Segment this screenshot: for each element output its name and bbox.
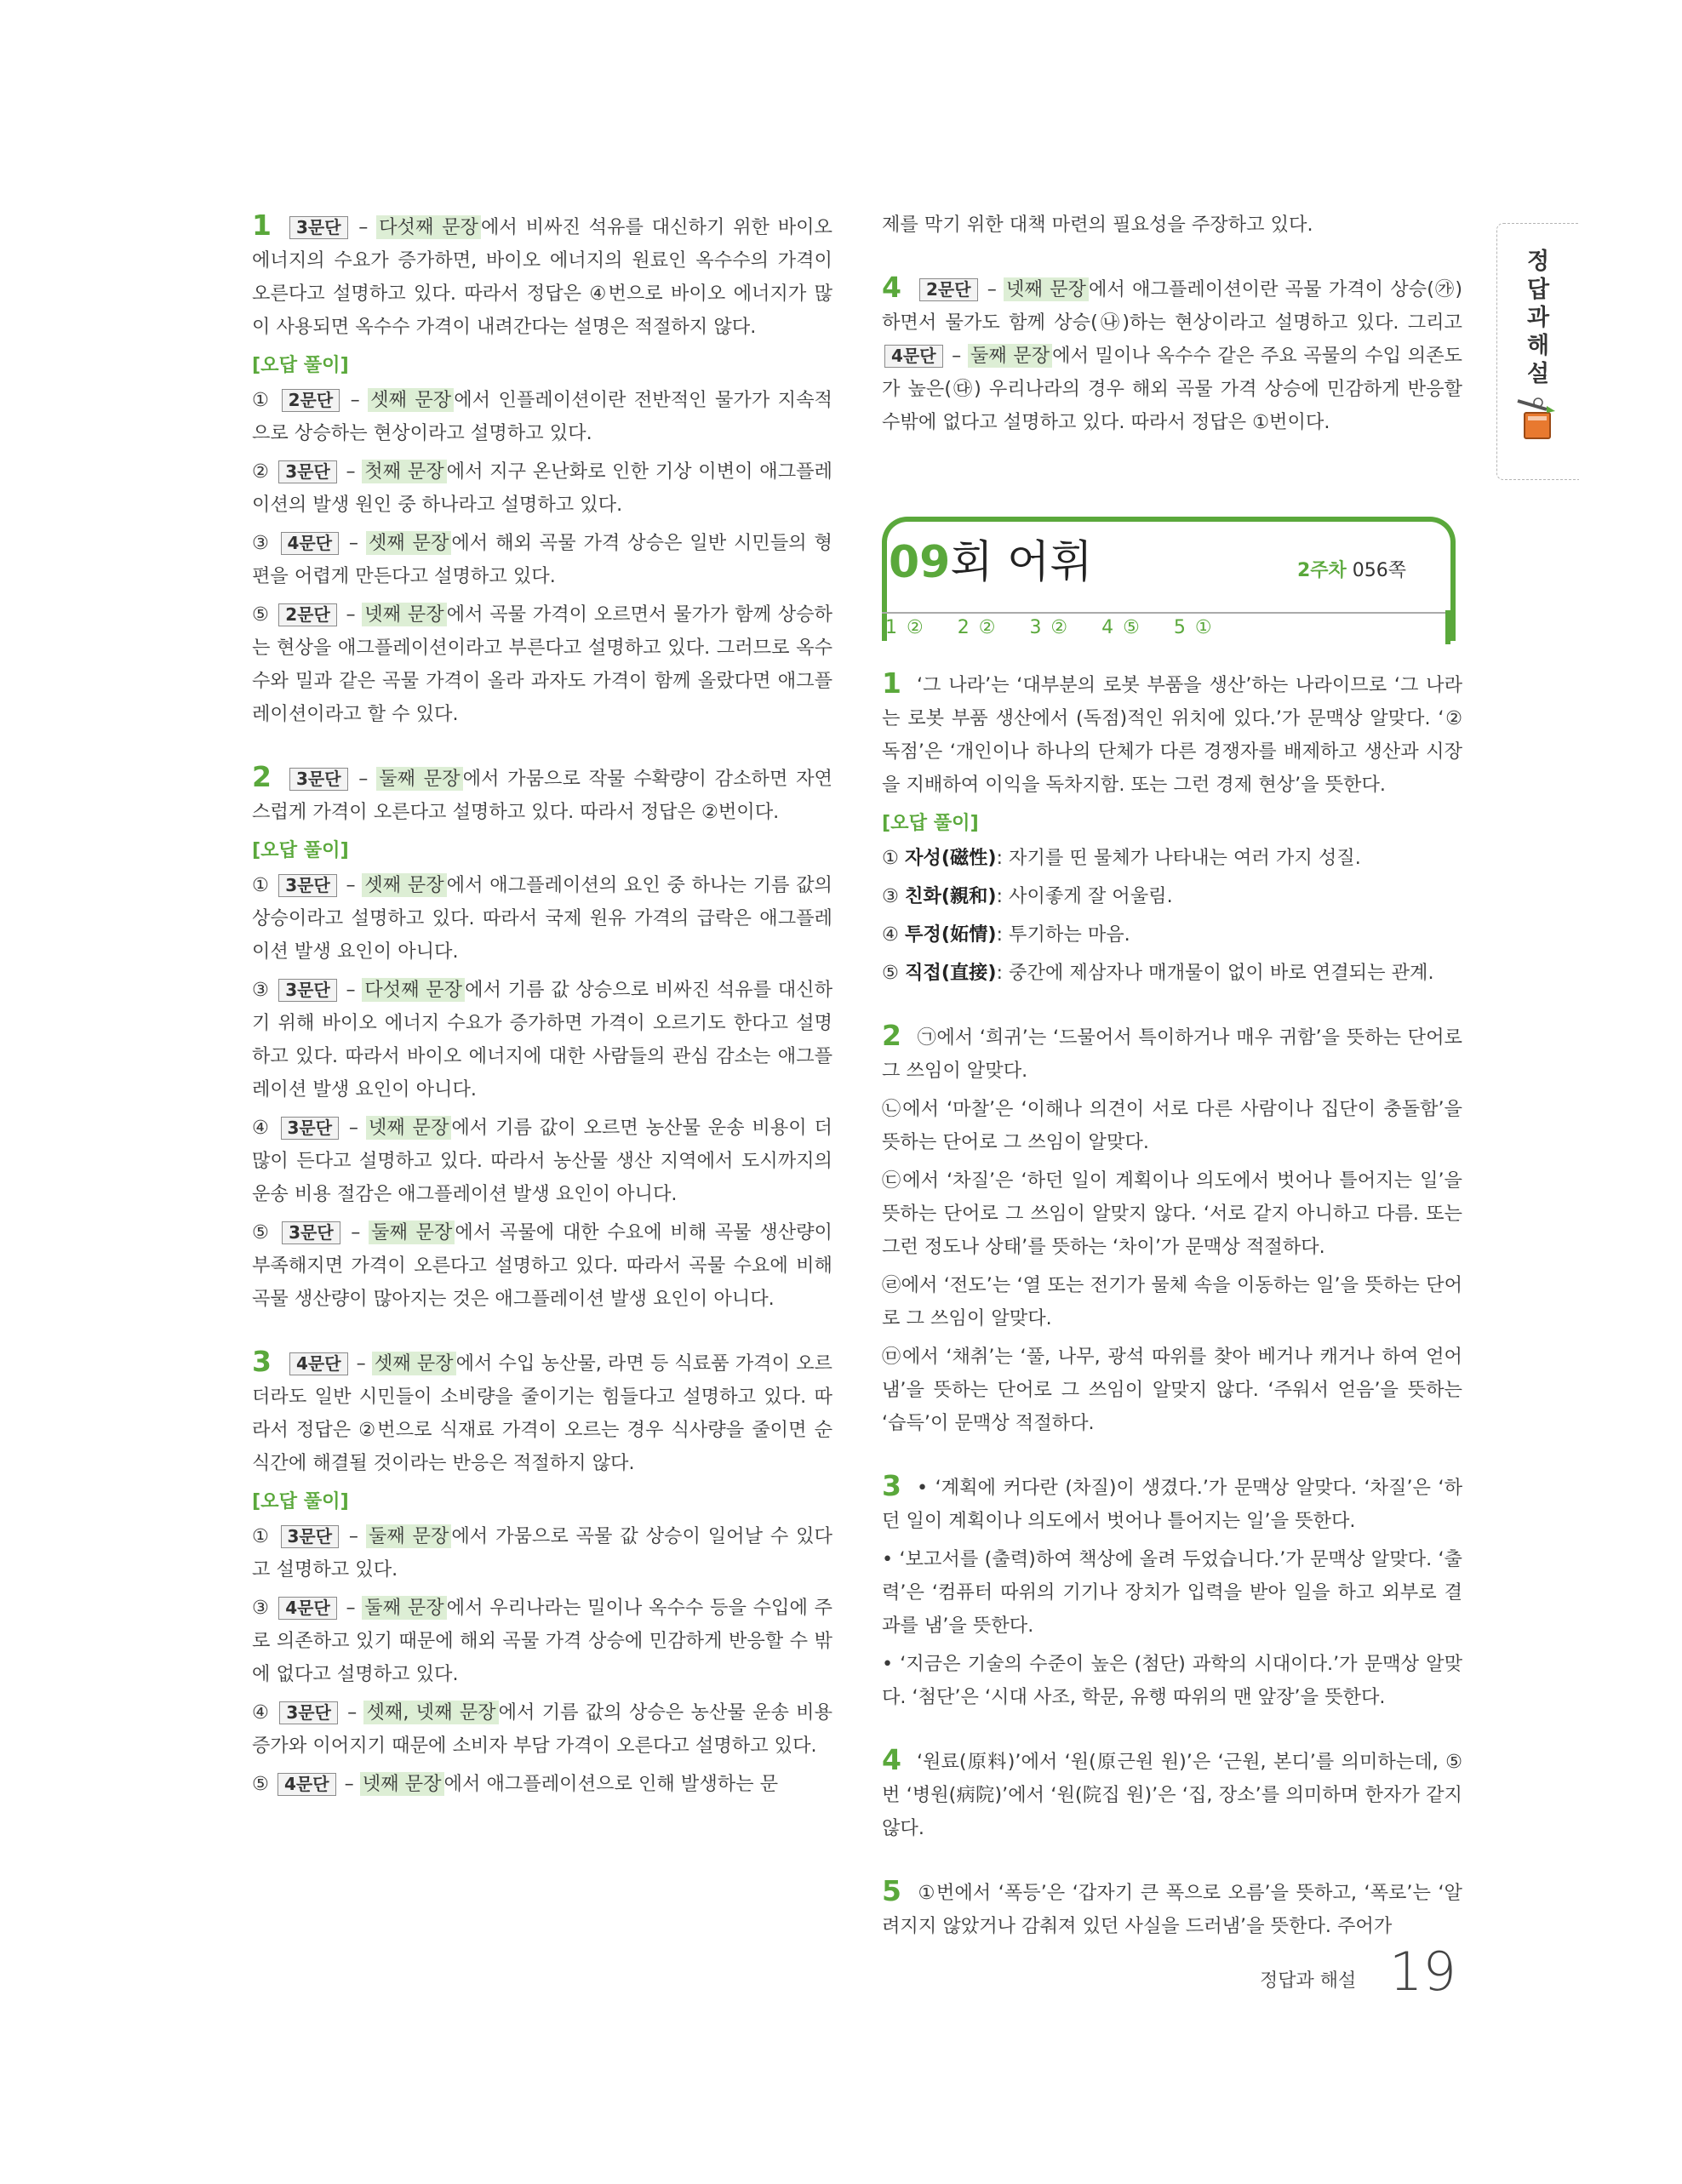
choice-mark: ⑤: [252, 1773, 269, 1795]
vocab-title-number: 09: [889, 537, 951, 588]
page-number: 19: [1389, 1941, 1456, 2003]
wrong-answer: ② 3문단 – 첫째 문장 에서 지구 온난화로 인한 기상 이변이 애그플레이션의 발생 원인 중 하나라고 설명하고 있다.: [252, 460, 832, 516]
wrong-text: 에서 기름 값의 상승은 농산물 운송 비용 증가와 이어지기 때문에 소비자 부담 가격이 오른다고 설명하고 있다.: [252, 1701, 832, 1757]
answer-number: 2: [252, 760, 272, 793]
wrong-answer: ① 3문단 – 셋째 문장 에서 애그플레이션의 요인 중 하나는 기름 값의 상승이라고 설명하고 있다. 따라서 국제 원유 가격의 급락은 애그플레이션 발생 요인이 아니다.: [252, 874, 832, 963]
answer-number: 2: [882, 1019, 901, 1052]
choice-mark: ③: [252, 979, 270, 1001]
vocab-title-text: 회 어휘: [950, 537, 1093, 588]
wrong-text: 에서 기름 값 상승으로 비싸진 석유를 대신하기 위해 바이오 에너지 수요가 증가하면 가격이 오르기도 한다고 설명하고 있다. 따라서 바이오 에너지에 대한 사람들의 관심 감소는 애그플레이션 발생 요인이 아니다.: [252, 979, 832, 1101]
answer-text: 에서 수입 농산물, 라면 등 식료품 가격이 오르더라도 일반 시민들이 소비량을 줄이기는 힘들다고 설명하고 있다. 따라서 정답은 ②번으로 식재료 가격이 오르는 경우 식사량을 줄이면 순식간에 해결될 것이라는 반응은 적절하지 않다.: [252, 1352, 832, 1474]
sentence-ref: 둘째 문장: [362, 1596, 446, 1620]
answer-number: 5: [882, 1874, 901, 1907]
accent-bar: [1445, 610, 1450, 644]
wrong-answer: ③ 4문단 – 둘째 문장 에서 우리나라는 밀이나 옥수수 등을 수입에 주로 의존하고 있기 때문에 해외 곡물 가격 상승에 민감하게 반응할 수 밖에 없다고 설명하고 있다.: [252, 1597, 832, 1685]
answer-paragraph: 4 2문단 – 넷째 문장 에서 애그플레이션이란 곡물 가격이 상승(㉮)하면서 물가도 함께 상승(㉯)하는 현상이라고 설명하고 있다. 그리고 4문단 – 둘째 문장 에서 밀이나 옥수수 같은 주요 곡물의 수입 의존도가 높은(㉰) 우리나라의 경우 해외 곡물 가격 상승에 민감하게 반응할 수밖에 없다고 설명하고 있다. 따라서 정답은 ①번이다.: [882, 271, 1463, 433]
sentence-ref: 넷째 문장: [360, 1772, 444, 1796]
vocab-definition: : 투기하는 마음.: [996, 923, 1130, 946]
answer-paragraph: [882, 666, 1462, 802]
sentence-ref: 첫째 문장: [362, 460, 446, 483]
paragraph-ref: 4문단: [278, 1597, 337, 1620]
answer-paragraph: [882, 1019, 1462, 1088]
wrong-answer-heading: [오답 풀이]: [252, 354, 349, 376]
week-label: 2주차: [1296, 560, 1347, 581]
vocab-section-header: [882, 517, 1452, 644]
answer-text: 에서 애그플레이션이란 곡물 가격이 상승(㉮)하면서 물가도 함께 상승(㉯)하는 현상이라고 설명하고 있다. 그리고: [882, 278, 1463, 334]
answer-number: 1: [882, 666, 901, 700]
sentence-ref: 둘째 문장: [366, 1524, 452, 1548]
answer-key-item: 4 ⑤: [1101, 617, 1140, 638]
wrong-text: 에서 해외 곡물 가격 상승은 일반 시민들의 형편을 어렵게 만든다고 설명하고 있다.: [252, 532, 832, 587]
answer-text: ‘그 나라’는 ‘대부분의 로봇 부품을 생산’하는 나라이므로 ‘그 나라는 로봇 부품 생산에서 (독점)적인 위치에 있다.’가 문맥상 알맞다. ‘② 독점’은 ‘개인이나 하나의 단체가 다른 경쟁자를 배제하고 생산과 시장을 지배하여 이익을 독차지함. 또는 그런 경제 현상’을 뜻한다.: [882, 674, 1462, 796]
wrong-text: 에서 인플레이션이란 전반적인 물가가 지속적으로 상승하는 현상이라고 설명하고 있다.: [252, 389, 832, 444]
vocab-title: [889, 537, 1093, 588]
vocab-term: 자성(磁性): [904, 847, 997, 869]
answer-text: ㉠에서 ‘희귀’는 ‘드물어서 특이하거나 매우 귀함’을 뜻하는 단어로 그 쓰임이 알맞다.: [882, 1026, 1462, 1082]
vocab-term: 직접(直接): [904, 962, 997, 984]
choice-mark: ①: [252, 389, 272, 411]
answer-paragraph: • ‘지금은 기술의 수준이 높은 (첨단) 과학의 시대이다.’가 문맥상 알맞다. ‘첨단’은 ‘시대 사조, 학문, 유행 따위의 맨 앞장’을 뜻한다.: [882, 1653, 1462, 1708]
vocab-term: 투정(妬情): [904, 923, 997, 946]
side-tab: [1496, 223, 1579, 480]
vocab-item-3: [882, 1469, 1462, 1714]
choice-mark: ④: [252, 1117, 271, 1139]
answer-number: 3: [252, 1345, 272, 1378]
sentence-ref: 셋째 문장: [372, 1352, 456, 1375]
sentence-ref: 셋째 문장: [368, 388, 454, 412]
wrong-text: 에서 애그플레이션으로 인해 발생하는 문: [443, 1773, 779, 1795]
sentence-ref: 넷째 문장: [1004, 277, 1089, 301]
answer-paragraph: ㉣에서 ‘전도’는 ‘열 또는 전기가 물체 속을 이동하는 일’을 뜻하는 단어로 그 쓰임이 알맞다.: [882, 1274, 1462, 1329]
paragraph-ref: 2문단: [282, 389, 340, 412]
answer-number: 3: [882, 1469, 901, 1502]
paragraph-ref: 4문단: [277, 1773, 336, 1796]
vocab-item-1: [882, 666, 1462, 990]
paragraph-ref: 3문단: [279, 1701, 338, 1724]
answer-paragraph: [252, 209, 832, 344]
paragraph-ref: 4문단: [281, 532, 340, 555]
answer-key-item: 3 ②: [1029, 617, 1068, 638]
vocab-item-5: [882, 1874, 1462, 1943]
answer-item-2: [252, 760, 832, 1316]
answer-paragraph: [882, 1874, 1462, 1943]
vocab-definition: : 자기를 띤 물체가 나타내는 여러 가지 성질.: [996, 847, 1361, 869]
paragraph-ref: 3문단: [281, 1117, 340, 1140]
pencil-book-icon: [1513, 392, 1564, 443]
wrong-text: 에서 가뭄으로 곡물 값 상승이 일어날 수 있다고 설명하고 있다.: [252, 1525, 832, 1581]
vocab-definition: : 중간에 제삼자나 매개물이 없이 바로 연결되는 관계.: [996, 962, 1434, 984]
sentence-ref: 둘째 문장: [968, 344, 1052, 368]
paragraph-ref: 3문단: [282, 1221, 340, 1244]
wrong-text: 에서 우리나라는 밀이나 옥수수 등을 수입에 주로 의존하고 있기 때문에 해외 곡물 가격 상승에 민감하게 반응할 수 밖에 없다고 설명하고 있다.: [252, 1597, 832, 1685]
footer-label: 정답과 해설: [1260, 1970, 1357, 1992]
sentence-ref: 둘째 문장: [376, 767, 462, 791]
sentence-ref: 다섯째 문장: [376, 215, 481, 239]
vocab-term: 친화(親和): [904, 885, 997, 907]
dash: –: [358, 768, 369, 790]
answer-paragraph: ㉡에서 ‘마찰’은 ‘이해나 의견이 서로 다른 사람이나 집단이 충돌함’을 뜻하는 단어로 그 쓰임이 알맞다.: [882, 1098, 1462, 1153]
answer-paragraph: ㉢에서 ‘차질’은 ‘하던 일이 계획이나 의도에서 벗어나 틀어지는 일’을 뜻하는 단어로 그 쓰임이 알맞지 않다. ‘서로 같지 아니하고 다름. 또는 그런 정도나 상태’를 뜻하는 ‘차이’가 문맥상 적절하다.: [882, 1169, 1462, 1258]
paragraph-ref: 4문단: [289, 1352, 348, 1375]
choice-mark: ②: [252, 460, 270, 483]
right-column-vocab: [882, 666, 1462, 1972]
paragraph-ref: 4문단: [884, 345, 943, 368]
sentence-ref: 둘째 문장: [369, 1221, 455, 1244]
answer-text: 에서 비싸진 석유를 대신하기 위한 바이오 에너지의 수요가 증가하면, 바이오 에너지의 원료인 옥수수의 가격이 오른다고 설명하고 있다. 따라서 정답은 ④번으로 바이오 에너지가 많이 사용되면 옥수수 가격이 내려간다는 설명은 적절하지 않다.: [252, 216, 832, 338]
wrong-answer: ⑤ 4문단 – 넷째 문장 에서 애그플레이션으로 인해 발생하는 문: [252, 1773, 779, 1795]
choice-mark: ①: [252, 874, 270, 896]
wrong-text: 에서 곡물에 대한 수요에 비해 곡물 생산량이 부족해지면 가격이 오른다고 설명하고 있다. 따라서 곡물 수요에 비해 곡물 생산량이 많아지는 것은 애그플레이션 발생 요인이 아니다.: [252, 1221, 832, 1310]
sentence-ref: 셋째 문장: [362, 873, 446, 897]
answer-text: ①번에서 ‘폭등’은 ‘갑자기 큰 폭으로 오름’을 뜻하고, ‘폭로’는 ‘알려지지 않았거나 감춰져 있던 사실을 드러냄’을 뜻한다. 주어가: [882, 1882, 1462, 1937]
page-ref: 056쪽: [1352, 560, 1406, 581]
paragraph-ref: 3문단: [289, 216, 348, 239]
dash: –: [356, 1352, 366, 1375]
choice-mark: ③: [252, 532, 271, 554]
dash: –: [358, 216, 369, 238]
paragraph-ref: 3문단: [278, 979, 337, 1002]
wrong-answer-heading: [오답 풀이]: [882, 812, 979, 834]
wrong-answer-heading: [오답 풀이]: [252, 839, 349, 861]
sentence-ref: 셋째 문장: [366, 531, 452, 555]
paragraph-ref: 2문단: [919, 278, 978, 301]
answer-text: • ‘계획에 커다란 (차질)이 생겼다.’가 문맥상 알맞다. ‘차질’은 ‘하던 일이 계획이나 의도에서 벗어나 틀어지는 일’을 뜻한다.: [882, 1477, 1462, 1532]
sentence-ref: 셋째, 넷째 문장: [363, 1701, 498, 1724]
wrong-answer: ⑤ 2문단 – 넷째 문장 에서 곡물 가격이 오르면서 물가가 함께 상승하는 현상을 애그플레이션이라고 부른다고 설명하고 있다. 그러므로 옥수수와 밀과 같은 곡물 가격이 올라 과자도 가격이 함께 올랐다면 애그플레이션이라고 할 수 있다.: [252, 603, 832, 725]
answer-text: ‘원료(原料)’에서 ‘원(原근원 원)’은 ‘근원, 본디’를 의미하는데, ⑤번 ‘병원(病院)’에서 ‘원(院집 원)’은 ‘집, 장소’를 의미하며 한자가 같지 않다.: [882, 1751, 1462, 1839]
wrong-answer: [882, 957, 1462, 990]
vocab-week-ref: [1297, 556, 1406, 582]
answer-key-item: 2 ②: [957, 617, 996, 638]
vocab-item-4: [882, 1743, 1462, 1845]
answer-paragraph: [882, 1469, 1462, 1538]
wrong-text: 에서 지구 온난화로 인한 기상 이변이 애그플레이션의 발생 원인 중 하나라고 설명하고 있다.: [252, 460, 832, 516]
answer-item-4: [882, 271, 1462, 439]
sentence-ref: 넷째 문장: [362, 603, 446, 626]
paragraph-ref: 2문단: [278, 603, 337, 626]
paragraph-ref: 3문단: [278, 460, 337, 483]
answer-item-3: [252, 1345, 832, 1801]
choice-mark: ③: [252, 1597, 270, 1619]
wrong-text: 에서 기름 값이 오르면 농산물 운송 비용이 더 많이 든다고 설명하고 있다. 따라서 농산물 생산 지역에서 도시까지의 운송 비용 절감은 애그플레이션 발생 요인이 아니다.: [252, 1117, 832, 1205]
answer-paragraph: • ‘보고서를 (출력)하여 책상에 올려 두었습니다.’가 문맥상 알맞다. ‘출력’은 ‘컴퓨터 따위의 기기나 장치가 입력을 받아 일을 하고 외부로 결과를 냄’을 뜻한다.: [882, 1548, 1462, 1637]
choice-mark: ④: [252, 1701, 271, 1724]
paragraph-ref: 3문단: [289, 768, 348, 791]
answer-key-item: 5 ①: [1173, 617, 1212, 638]
sentence-ref: 넷째 문장: [366, 1116, 452, 1140]
paragraph-ref: 3문단: [278, 874, 337, 897]
wrong-answer: [882, 918, 1462, 952]
answer-text: 에서 가뭄으로 작물 수확량이 감소하면 자연스럽게 가격이 오른다고 설명하고 있다. 따라서 정답은 ②번이다.: [252, 768, 832, 823]
choice-mark: ⑤: [882, 962, 899, 984]
answer-paragraph: [252, 1345, 832, 1480]
answer-paragraph: [882, 1743, 1462, 1845]
answer-item-3-continued: [882, 209, 1462, 242]
answer-key-item: 1 ②: [885, 617, 924, 638]
wrong-answer: ③ 3문단 – 다섯째 문장 에서 기름 값 상승으로 비싸진 석유를 대신하기 위해 바이오 에너지 수요가 증가하면 가격이 오르기도 한다고 설명하고 있다. 따라서 바이오 에너지에 대한 사람들의 관심 감소는 애그플레이션 발생 요인이 아니다.: [252, 979, 832, 1101]
vocab-definition: : 사이좋게 잘 어울림.: [996, 885, 1173, 907]
wrong-answer: ① 2문단 – 셋째 문장 에서 인플레이션이란 전반적인 물가가 지속적으로 상승하는 현상이라고 설명하고 있다.: [252, 389, 832, 444]
wrong-answer: ④ 3문단 – 넷째 문장 에서 기름 값이 오르면 농산물 운송 비용이 더 많이 든다고 설명하고 있다. 따라서 농산물 생산 지역에서 도시까지의 운송 비용 절감은 애그플레이션 발생 요인이 아니다.: [252, 1117, 832, 1205]
wrong-answer: ① 3문단 – 둘째 문장 에서 가뭄으로 곡물 값 상승이 일어날 수 있다고 설명하고 있다.: [252, 1525, 832, 1581]
vocab-item-2: [882, 1019, 1462, 1440]
divider: [882, 612, 1450, 614]
choice-mark: ⑤: [252, 603, 270, 626]
left-column: [252, 209, 832, 1830]
choice-mark: ⑤: [252, 1221, 272, 1244]
choice-mark: ①: [252, 1525, 271, 1547]
answer-paragraph: [252, 760, 832, 829]
wrong-answer: [882, 842, 1462, 875]
sentence-ref: 다섯째 문장: [362, 978, 465, 1002]
wrong-answer: ⑤ 3문단 – 둘째 문장 에서 곡물에 대한 수요에 비해 곡물 생산량이 부족해지면 가격이 오른다고 설명하고 있다. 따라서 곡물 수요에 비해 곡물 생산량이 많아지는 것은 애그플레이션 발생 요인이 아니다.: [252, 1221, 832, 1310]
answer-item-1: [252, 209, 832, 731]
wrong-answer: ③ 4문단 – 셋째 문장 에서 해외 곡물 가격 상승은 일반 시민들의 형편을 어렵게 만든다고 설명하고 있다.: [252, 532, 832, 587]
choice-mark: ①: [882, 847, 899, 869]
answer-number: 4: [882, 271, 901, 304]
paragraph-ref: 3문단: [281, 1525, 340, 1548]
wrong-answer-heading: [오답 풀이]: [252, 1490, 349, 1512]
vocab-answer-key: [885, 617, 1246, 638]
wrong-text: 에서 곡물 가격이 오르면서 물가가 함께 상승하는 현상을 애그플레이션이라고 부른다고 설명하고 있다. 그러므로 옥수수와 밀과 같은 곡물 가격이 올라 과자도 가격이 함께 올랐다면 애그플레이션이라고 할 수 있다.: [252, 603, 832, 725]
answer-number: 4: [882, 1743, 901, 1776]
side-tab-label: 정답과 해설: [1526, 249, 1550, 387]
answer-text: 에서 밀이나 옥수수 같은 주요 곡물의 수입 의존도가 높은(㉰) 우리나라의 경우 해외 곡물 가격 상승에 민감하게 반응할 수밖에 없다고 설명하고 있다. 따라서 정답은 ①번이다.: [882, 345, 1462, 433]
answer-number: 1: [252, 209, 272, 242]
wrong-answer: ④ 3문단 – 셋째, 넷째 문장 에서 기름 값의 상승은 농산물 운송 비용 증가와 이어지기 때문에 소비자 부담 가격이 오른다고 설명하고 있다.: [252, 1701, 832, 1757]
right-column-top: [882, 209, 1462, 468]
continued-text: 제를 막기 위한 대책 마련의 필요성을 주장하고 있다.: [882, 214, 1313, 236]
answer-paragraph: ㉤에서 ‘채취’는 ‘풀, 나무, 광석 따위를 찾아 베거나 캐거나 하여 얻어 냄’을 뜻하는 단어로 그 쓰임이 알맞지 않다. ‘주워서 얻음’을 뜻하는 ‘습득’이 문맥상 적절하다.: [882, 1346, 1462, 1434]
wrong-answer: [882, 880, 1462, 913]
choice-mark: ④: [882, 923, 899, 946]
wrong-text: 에서 애그플레이션의 요인 중 하나는 기름 값의 상승이라고 설명하고 있다. 따라서 국제 원유 가격의 급락은 애그플레이션 발생 요인이 아니다.: [252, 874, 832, 963]
choice-mark: ③: [882, 885, 899, 907]
